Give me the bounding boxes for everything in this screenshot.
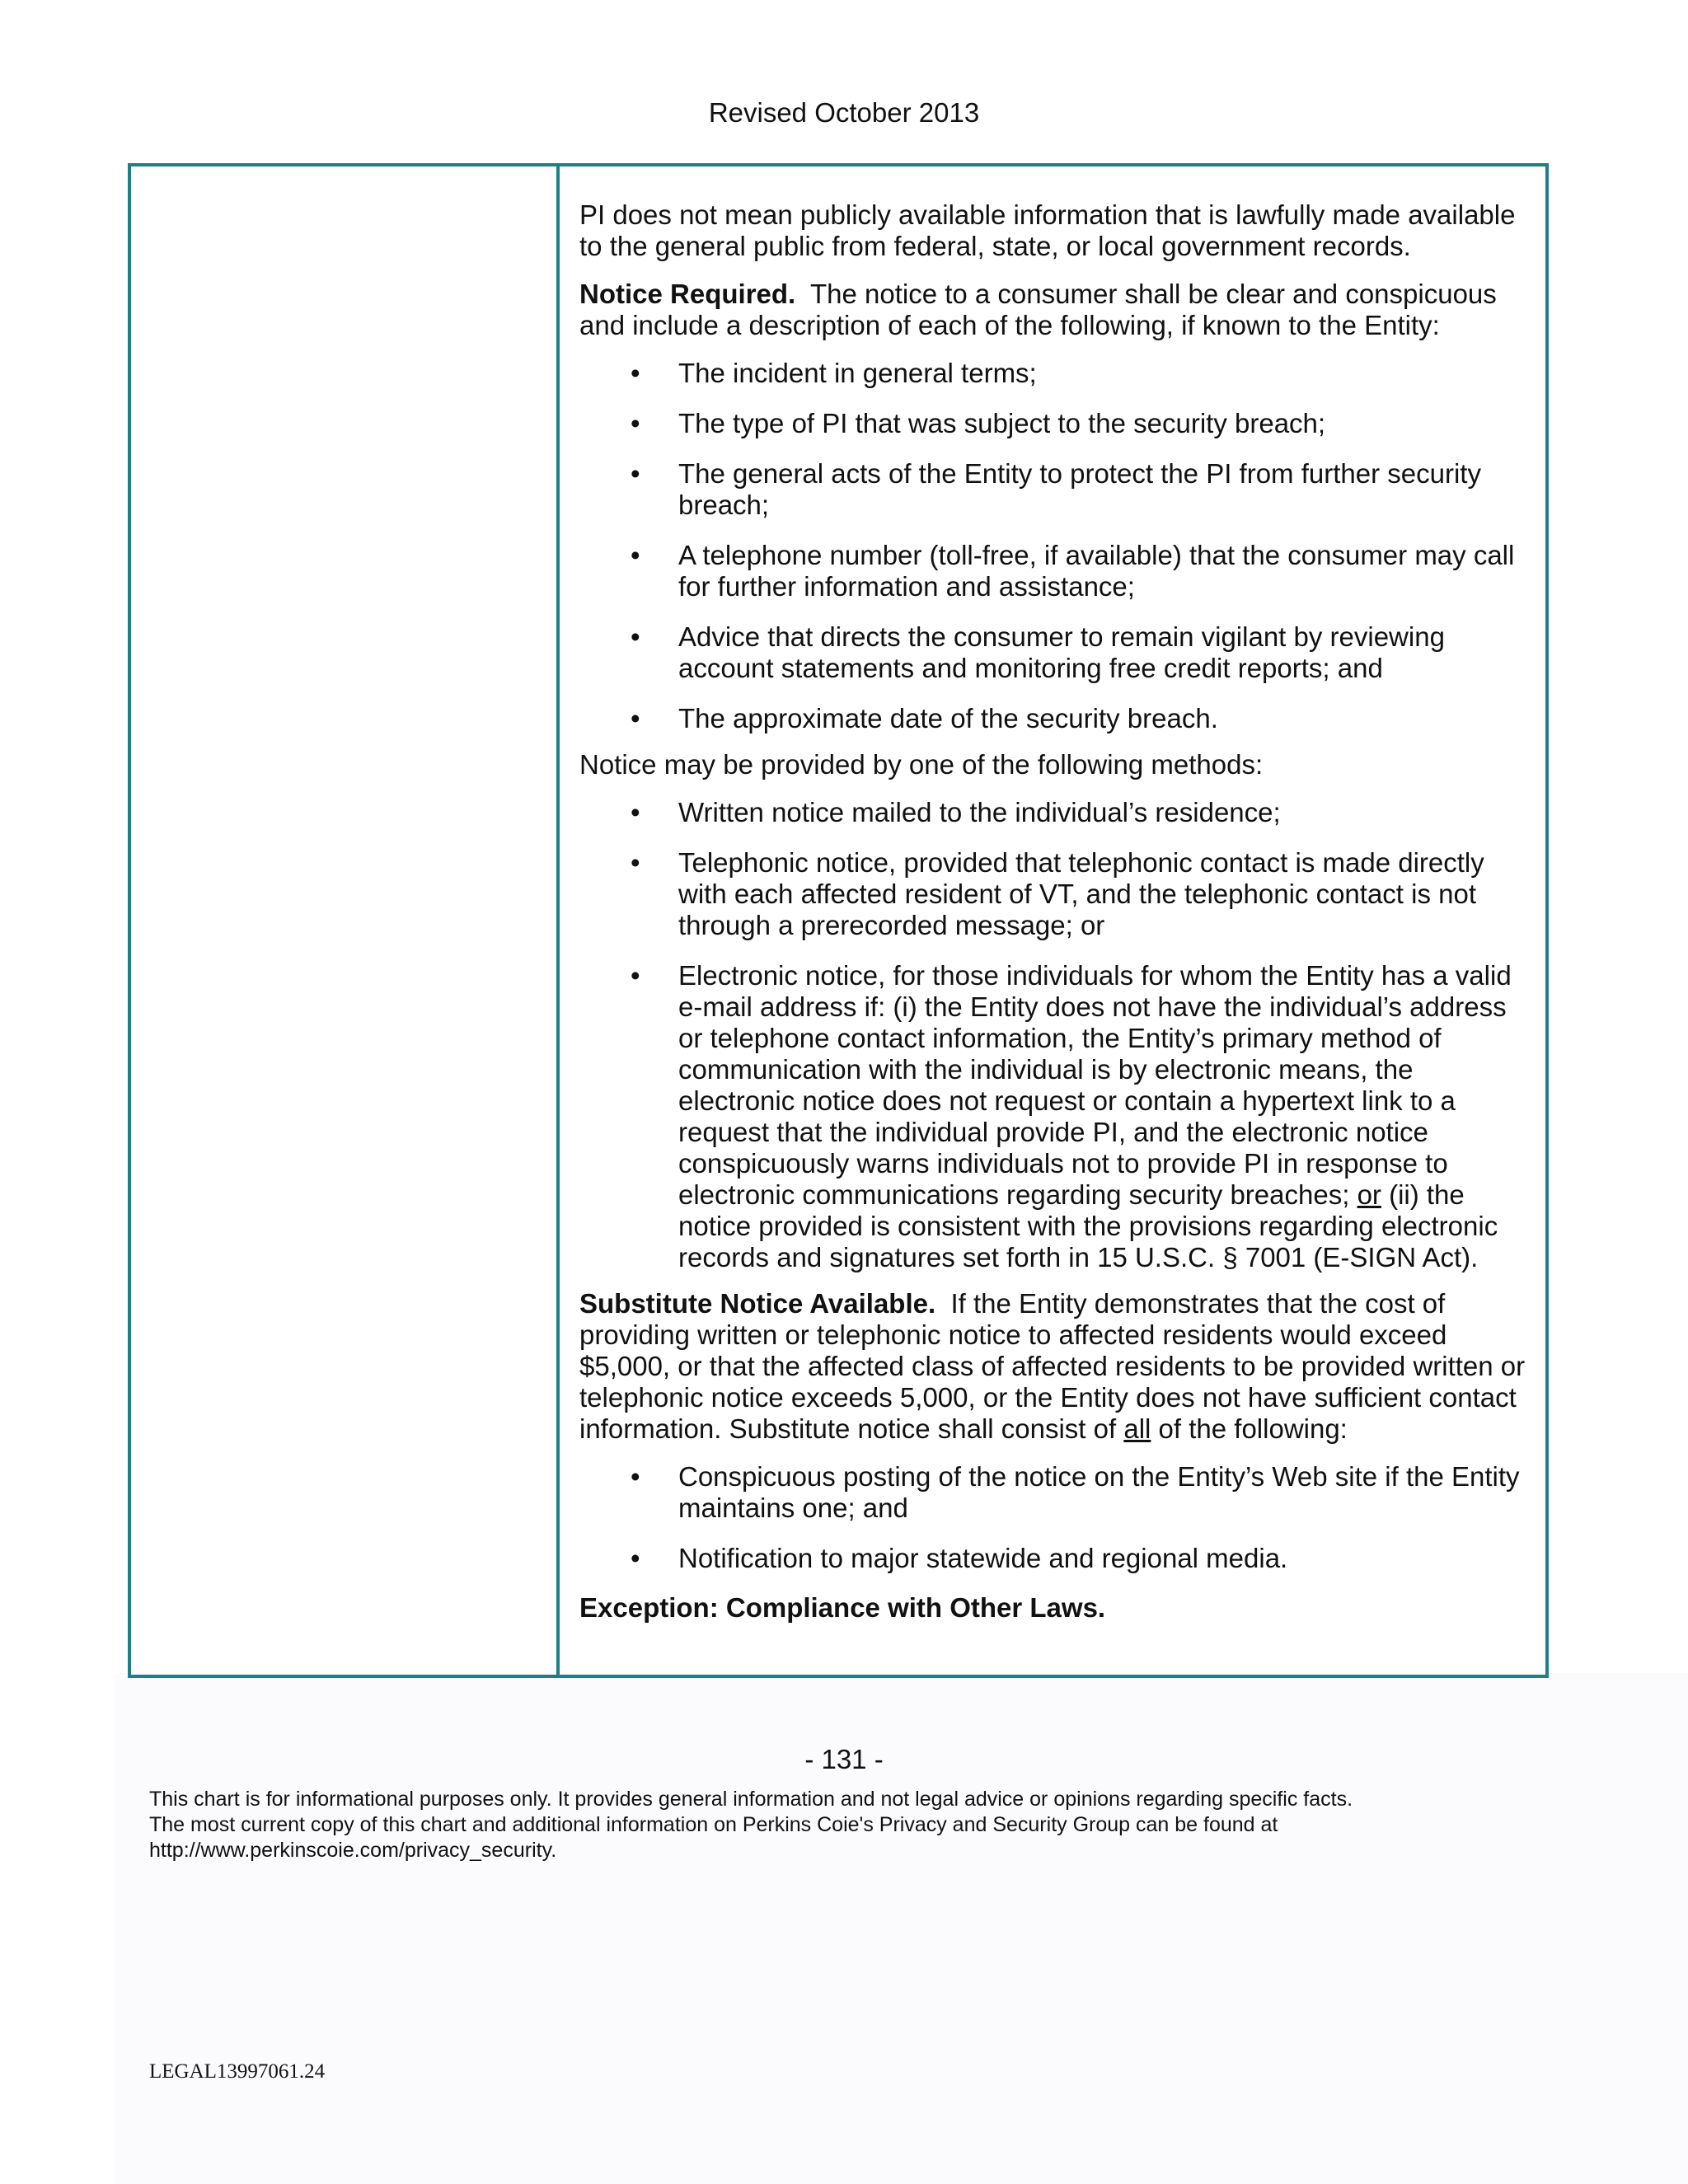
notice-required-text: The notice to a consumer shall be clear and conspicuous and include a description of each of the following, if known to the Entity:: [579, 279, 1504, 340]
list-item: • The type of PI that was subject to the security breach;: [579, 408, 1526, 439]
notice-items-list: [579, 358, 1526, 734]
electronic-notice-text-a: Electronic notice, for those individuals for whom the Entity has a valid e-mail address if: (i) the Entity does not have the individual’s address or telephone contact information, the Entity’s primary method of communication with the individual is by electronic means, the electronic notice does not request or contain a hypertext link to a request that the individual provide PI, and the electronic notice conspicuously warns individuals not to provide PI in response to electronic communications regarding security breaches;: [678, 960, 1512, 1210]
methods-list: [579, 797, 1526, 1273]
substitute-notice-text-a: If the Entity demonstrates that the cost of providing written or telephonic notice to affected residents would exceed $5,000, or that the affected class of affected residents to be provided written or telephonic notice exceeds 5,000, or the Entity does not have sufficient contact information. Substitute notice shall consist of: [579, 1288, 1533, 1444]
list-item: • The approximate date of the security breach.: [579, 703, 1526, 734]
notice-required-paragraph: [579, 279, 1526, 341]
page-number: - 131 -: [804, 1744, 884, 1774]
left-column-empty: [131, 166, 560, 1675]
exception-heading: Exception: Compliance with Other Laws.: [579, 1592, 1106, 1623]
substitute-notice-heading: Substitute Notice Available.: [579, 1288, 936, 1319]
content-table: [128, 163, 1549, 1678]
list-item: • The incident in general terms;: [579, 358, 1526, 389]
list-item: • A telephone number (toll-free, if available) that the consumer may call for further information and assistance;: [579, 540, 1526, 602]
substitute-notice-text-b: of the following:: [1151, 1413, 1348, 1444]
substitute-notice-paragraph: [579, 1288, 1533, 1445]
footer-line: The most current copy of this chart and additional information on Perkins Coie's Privacy and Security Group can be found at: [149, 1813, 1278, 1836]
methods-intro: Notice may be provided by one of the following methods:: [579, 749, 1264, 780]
right-column: [560, 166, 1545, 1675]
list-item: • Notification to major statewide and regional media.: [579, 1543, 1526, 1574]
revision-date: Revised October 2013: [708, 97, 980, 128]
list-item: • Written notice mailed to the individual’s residence;: [579, 797, 1526, 828]
footer-disclaimer: [149, 1787, 1550, 1863]
electronic-notice-text-b: (ii) the notice provided is consistent with the provisions regarding electronic records and signatures set forth in 15 U.S.C. § 7001 (E-SIGN Act).: [678, 1179, 1498, 1272]
list-item: • Conspicuous posting of the notice on the Entity’s Web site if the Entity maintains one; and: [579, 1461, 1526, 1524]
list-item: • Advice that directs the consumer to remain vigilant by reviewing account statements and monitoring free credit reports; and: [579, 621, 1526, 684]
footer-url: http://www.perkinscoie.com/privacy_security.: [149, 1839, 557, 1862]
pi-definition: PI does not mean publicly available information that is lawfully made available to the general public from federal, state, or local government records.: [579, 199, 1516, 261]
substitute-items-list: [579, 1461, 1526, 1574]
list-item: • The general acts of the Entity to protect the PI from further security breach;: [579, 458, 1526, 521]
substitute-notice-all: all: [1123, 1413, 1151, 1444]
list-item: [579, 960, 1526, 1273]
electronic-notice-or: or: [1357, 1179, 1381, 1210]
list-item: • Telephonic notice, provided that telephonic contact is made directly with each affected resident of VT, and the telephonic contact is not through a prerecorded message; or: [579, 847, 1526, 941]
footer-line: This chart is for informational purposes only. It provides general information and not legal advice or opinions regarding specific facts.: [149, 1788, 1353, 1811]
notice-required-heading: Notice Required.: [579, 279, 796, 309]
document-id: LEGAL13997061.24: [149, 2060, 326, 2083]
